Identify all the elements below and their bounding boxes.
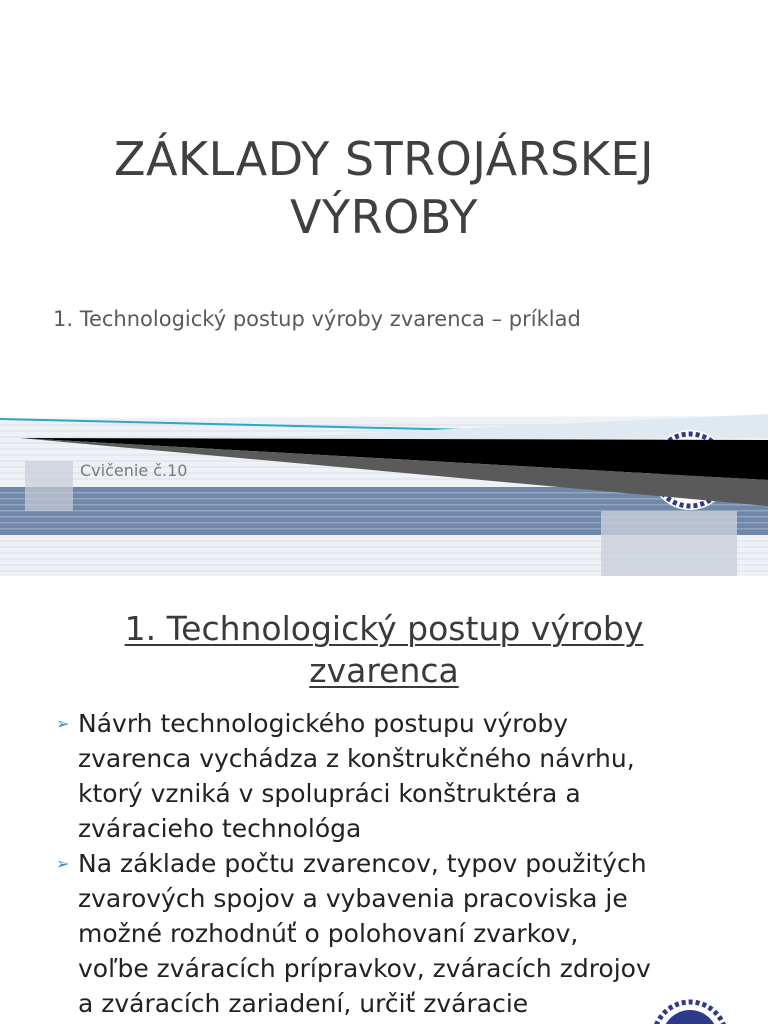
bullet-line: zvarových spojov a vybavenia pracoviska je [78,884,628,913]
bullet-line: zváracieho technológa [78,814,362,843]
bullet-line: Na základe počtu zvarencov, typov použitých [78,849,647,878]
bullet-line: zvarenca vychádza z konštrukčného návrhu, [78,744,635,773]
bullet-line: Návrh technologického postupu výroby [78,709,568,738]
main-title-line-2: VÝROBY [290,190,478,244]
bullet-line: voľbe zváracích prípravkov, zváracích zdrojov [78,954,651,983]
arrow-bullet-icon: ➢ [56,854,70,873]
arrow-bullet-icon: ➢ [56,714,70,733]
bullet-line: možné rozhodnúť o polohovaní zvarkov, [78,919,579,948]
subtitle: 1. Technologický postup výroby zvarenca – príklad [53,307,581,331]
bullet-line: a zváracích zariadení, určiť zváracie [78,989,529,1018]
content-title-line-2: zvarenca [309,651,459,690]
content-title-line-1: 1. Technologický postup výroby [124,609,644,648]
banner-square-left [25,461,73,511]
bullet-item [56,846,736,1021]
university-seal-icon [650,998,730,1024]
banner-square-right [601,511,737,576]
content-slide [0,576,768,1024]
bullet-line: ktorý vzniká v spolupráci konštruktéra a [78,779,581,808]
content-slide-title [40,608,728,692]
bullet-list [56,706,736,1021]
main-title-line-1: ZÁKLADY STROJÁRSKEJ [113,132,655,186]
exercise-label: Cvičenie č.10 [80,461,188,480]
bullet-item [56,706,736,846]
